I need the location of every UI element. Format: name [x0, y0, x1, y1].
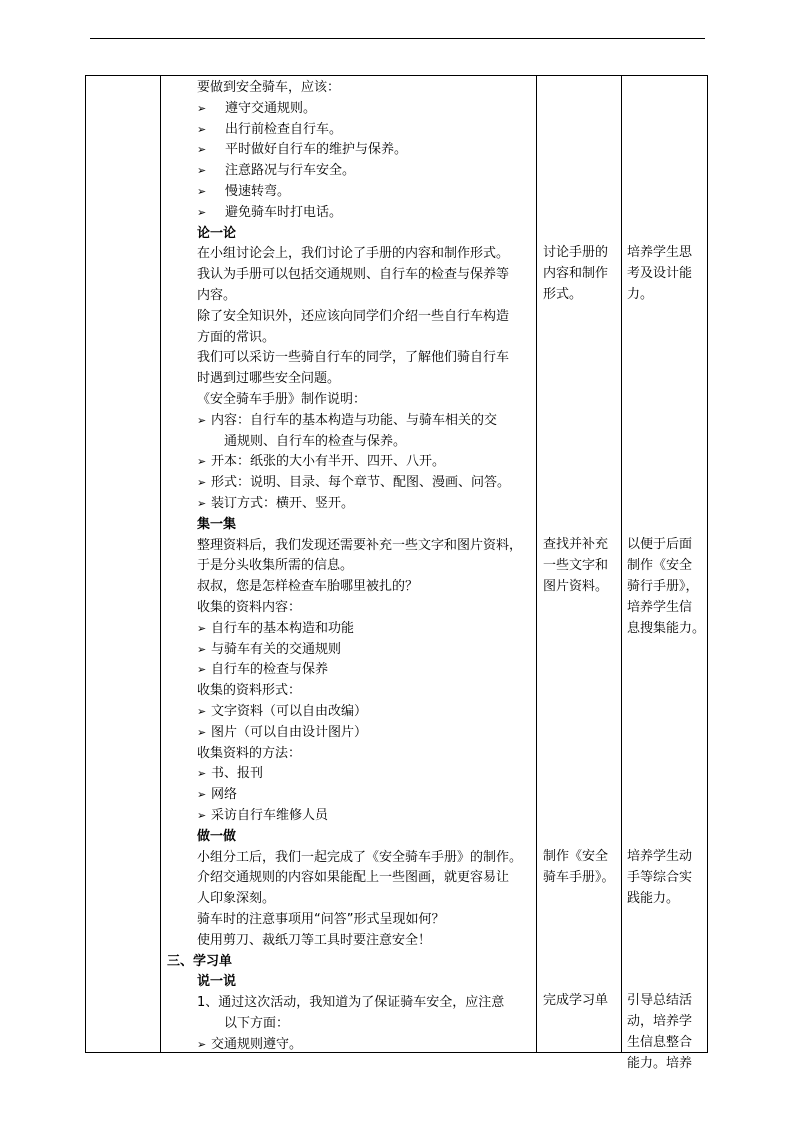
subsection-heading: 做一做: [197, 828, 237, 844]
bullet-text: 平时做好自行车的维护与保养。: [225, 142, 408, 158]
section-heading: 三、学习单: [167, 953, 233, 969]
student-activity-cell-line: 内容和制作: [543, 266, 609, 281]
bullet-item: [197, 101, 316, 117]
bullet-item: [197, 662, 328, 678]
arrow-bullet-icon: ➢: [197, 621, 207, 635]
bullet-item: [197, 496, 354, 512]
arrow-bullet-icon: ➢: [197, 1037, 207, 1051]
content-line: 内容。: [197, 288, 237, 303]
bullet-item: [197, 475, 510, 491]
bullet-text: 书、报刊: [211, 766, 264, 782]
bullet-text: 避免骑车时打电话。: [225, 204, 343, 220]
bullet-text: 注意路况与行车安全。: [225, 163, 356, 179]
content-line: 以下方面：: [224, 1016, 290, 1031]
content-line: 叔叔，您是怎样检查车胎哪里被扎的？: [197, 579, 419, 595]
arrow-bullet-icon: ➢: [197, 725, 207, 739]
bullet-item: [197, 413, 497, 429]
arrow-bullet-icon: ➢: [197, 809, 207, 822]
bullet-text: 文字资料（可以自由改编）: [211, 704, 368, 719]
bullet-text: 形式：说明、目录、每个章节、配图、漫画、问答。: [211, 475, 511, 491]
design-intent-cell-line: 培养学生信: [627, 600, 693, 615]
arrow-bullet-icon: ➢: [197, 101, 207, 115]
content-line: 收集资料的方法：: [197, 745, 302, 761]
student-activity-cell-line: 骑车手册》。: [543, 870, 615, 885]
design-intent-cell: [627, 242, 692, 305]
arrow-bullet-icon: ➢: [197, 788, 207, 802]
bullet-text: 慢速转弯。: [225, 184, 291, 199]
bullet-text: 与骑车有关的交通规则: [211, 641, 342, 657]
arrow-bullet-icon: ➢: [197, 164, 207, 178]
bullet-item: [197, 787, 237, 803]
design-intent-cell-line: 培养学生思: [627, 245, 693, 260]
content-line: 骑车时的注意事项用“问答”形式呈现如何？: [197, 912, 445, 927]
bullet-item: [197, 142, 407, 158]
student-activity-cell: [543, 534, 608, 597]
content-line: 介绍交通规则的内容如果能配上一些图画，就更容易让: [197, 870, 510, 886]
design-intent-cell-line: 动，培养学: [627, 1014, 693, 1029]
bullet-text: 开本：纸张的大小有半开、四开、八开。: [211, 454, 446, 470]
arrow-bullet-icon: ➢: [197, 205, 207, 219]
bullet-item: [197, 725, 367, 741]
bullet-text: 自行车的基本构造和功能: [211, 620, 355, 636]
arrow-bullet-icon: ➢: [197, 642, 207, 656]
arrow-bullet-icon: ➢: [197, 476, 207, 490]
bullet-text: 内容：自行车的基本构造与功能、与骑车相关的交: [211, 412, 498, 428]
arrow-bullet-icon: ➢: [197, 413, 207, 427]
content-line: 1、通过这次活动，我知道为了保证骑车安全，应注意: [197, 995, 505, 1011]
content-line: 收集的资料形式：: [197, 683, 302, 699]
bullet-item: [197, 808, 328, 824]
content-line: 通规则、自行车的检查与保养。: [224, 433, 407, 449]
column-divider-3: [621, 76, 622, 1052]
bullet-text: 遵守交通规则。: [225, 100, 317, 116]
design-intent-cell-line: 制作《安全: [627, 558, 693, 573]
student-activity-cell-line: 图片资料。: [543, 579, 609, 594]
design-intent-cell-line: 能力。培养: [627, 1056, 693, 1071]
content-line: 使用剪刀、裁纸刀等工具时要注意安全！: [197, 932, 432, 948]
arrow-bullet-icon: ➢: [197, 497, 207, 510]
content-line: 人印象深刻。: [197, 891, 276, 907]
content-line: 整理资料后，我们发现还需要补充一些文字和图片资料，: [197, 537, 523, 553]
design-intent-cell-line: 力。: [627, 287, 654, 302]
bullet-item: [197, 621, 354, 637]
arrow-bullet-icon: ➢: [197, 455, 207, 469]
student-activity-cell: [543, 242, 608, 305]
bullet-item: [197, 184, 290, 200]
bullet-item: [197, 1037, 302, 1053]
bullet-text: 采访自行车维修人员: [211, 808, 329, 823]
bullet-text: 装订方式：横开、竖开。: [211, 496, 355, 511]
content-line: 我们可以采访一些骑自行车的同学，了解他们骑自行车: [197, 350, 510, 366]
content-line: 方面的常识。: [197, 329, 276, 345]
column-divider-2: [536, 76, 537, 1052]
bullet-item: [197, 205, 342, 221]
bullet-item: [197, 642, 341, 658]
student-activity-cell-line: 讨论手册的: [543, 245, 609, 260]
design-intent-cell-line: 践能力。: [627, 891, 680, 906]
content-line: 要做到安全骑车，应该：: [197, 80, 341, 95]
student-activity-cell-line: 一些文字和: [543, 558, 609, 573]
design-intent-cell-line: 考及设计能: [627, 266, 693, 281]
bullet-item: [197, 122, 342, 138]
bullet-item: [197, 454, 445, 470]
student-activity-cell-line: 完成学习单: [543, 993, 609, 1008]
student-activity-cell-line: 形式。: [543, 287, 583, 302]
lesson-table: [85, 75, 708, 1071]
design-intent-cell-line: 引导总结活: [627, 993, 693, 1008]
column-divider-1: [160, 76, 161, 1052]
header-rule: [90, 38, 705, 39]
bullet-text: 网络: [211, 787, 238, 803]
content-line: 我认为手册可以包括交通规则、自行车的检查与保养等: [197, 267, 510, 283]
arrow-bullet-icon: ➢: [197, 767, 207, 781]
content-line: 《安全骑车手册》制作说明：: [197, 392, 367, 407]
design-intent-cell: [627, 990, 692, 1074]
content-line: 除了安全知识外，还应该向同学们介绍一些自行车构造: [197, 308, 510, 324]
arrow-bullet-icon: ➢: [197, 663, 207, 677]
bullet-text: 自行车的检查与保养: [211, 662, 329, 678]
arrow-bullet-icon: ➢: [197, 143, 207, 157]
content-line: 时遇到过哪些安全问题。: [197, 371, 341, 387]
student-activity-cell: [543, 846, 615, 888]
bullet-item: [197, 704, 367, 720]
bullet-text: 出行前检查自行车。: [225, 121, 343, 137]
arrow-bullet-icon: ➢: [197, 705, 207, 718]
design-intent-cell: [627, 846, 692, 909]
arrow-bullet-icon: ➢: [197, 185, 207, 198]
bullet-item: [197, 766, 263, 782]
content-line: 于是分头收集所需的信息。: [197, 558, 354, 574]
bullet-item: [197, 163, 355, 179]
student-activity-cell-line: 制作《安全: [543, 849, 609, 864]
design-intent-cell-line: 生信息整合: [627, 1035, 693, 1050]
bullet-text: 图片（可以自由设计图片）: [211, 724, 368, 740]
arrow-bullet-icon: ➢: [197, 122, 207, 136]
subsection-heading: 集一集: [197, 516, 237, 532]
design-intent-cell-line: 培养学生动: [627, 849, 693, 864]
content-line: 收集的资料内容：: [197, 600, 302, 615]
student-activity-cell-line: 查找并补充: [543, 537, 609, 552]
design-intent-cell-line: 骑行手册》，: [627, 579, 699, 594]
design-intent-cell-line: 息搜集能力。: [627, 621, 706, 636]
design-intent-cell: [627, 534, 705, 639]
content-line: 在小组讨论会上，我们讨论了手册的内容和制作形式。: [197, 246, 510, 262]
bullet-text: 交通规则遵守。: [211, 1036, 303, 1052]
subsection-heading: 论一论: [197, 225, 237, 241]
subsection-heading: 说一说: [197, 974, 237, 990]
design-intent-cell-line: 手等综合实: [627, 870, 693, 885]
design-intent-cell-line: 以便于后面: [627, 537, 693, 552]
student-activity-cell: [543, 990, 608, 1011]
content-line: 小组分工后，我们一起完成了《安全骑车手册》的制作。: [197, 849, 523, 865]
